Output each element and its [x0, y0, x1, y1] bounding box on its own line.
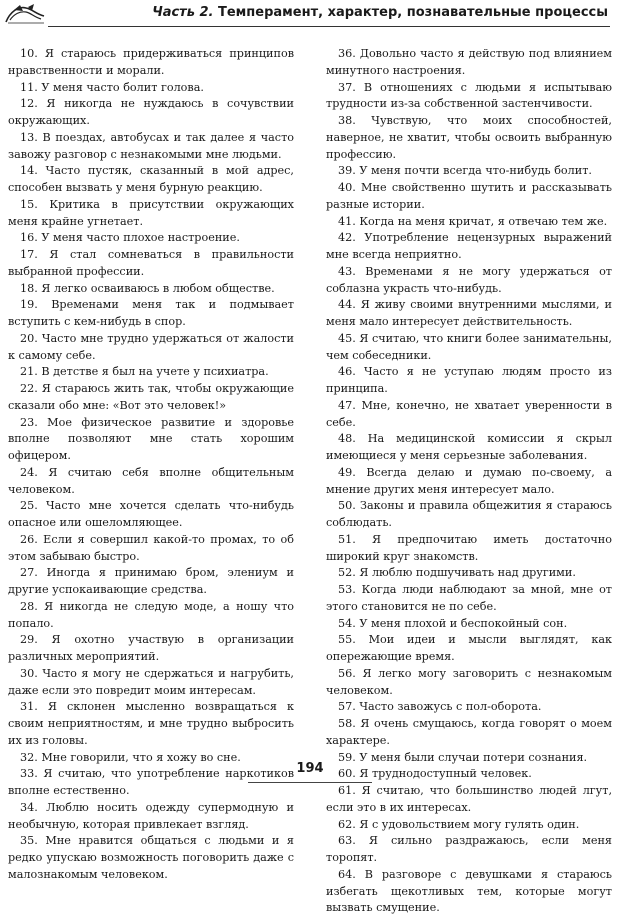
questionnaire-item: 50. Законы и правила общежития я стараюсь соблюдать. [326, 499, 612, 529]
left-column [8, 46, 294, 884]
questionnaire-item: 45. Я считаю, что книги более занимательны, чем собеседники. [326, 331, 612, 362]
questionnaire-item: 51. Я предпочитаю иметь достаточно широкий круг знакомств. [326, 532, 612, 563]
questionnaire-item: 33. Я считаю, что употребление наркотиков вполне естественно. [8, 767, 294, 797]
questionnaire-item: 16. У меня часто плохое настроение. [20, 231, 240, 245]
questionnaire-item: 14. Часто пустяк, сказанный в мой адрес, способен вызвать у меня бурную реакцию. [8, 164, 294, 194]
questionnaire-item: 27. Иногда я принимаю бром, элениум и другие успокаивающие средства. [8, 566, 294, 596]
title-text: Темперамент, характер, познавательные процессы [217, 5, 608, 20]
questionnaire-item: 17. Я стал сомневаться в правильности выбранной профессии. [8, 248, 294, 278]
questionnaire-item: 11. У меня часто болит голова. [20, 80, 204, 94]
questionnaire-item: 43. Временами я не могу удержаться от соблазна украсть что-нибудь. [326, 264, 612, 295]
questionnaire-item: 41. Когда на меня кричат, я отвечаю тем же. [338, 214, 608, 228]
questionnaire-item: 63. Я сильно раздражаюсь, если меня торопят. [326, 834, 612, 864]
questionnaire-item: 39. У меня почти всегда что-нибудь болит. [338, 164, 592, 178]
running-header [0, 0, 620, 34]
questionnaire-item: 62. Я с удовольствием могу гулять один. [338, 817, 580, 831]
chapter-title [50, 5, 608, 20]
questionnaire-item: 26. Если я совершил какой-то промах, то об этом забываю быстро. [8, 532, 294, 563]
questionnaire-item: 34. Люблю носить одежду супермодную и необычную, которая привлекает взгляд. [8, 800, 294, 831]
questionnaire-item: 40. Мне свойственно шутить и рассказывать разные истории. [326, 181, 612, 211]
questionnaire-item: 46. Часто я не уступаю людям просто из принципа. [326, 365, 612, 395]
questionnaire-item: 55. Мои идеи и мысли выглядят, как опережающие время. [326, 633, 612, 663]
questionnaire-item: 44. Я живу своими внутренними мыслями, и меня мало интересует действительность. [326, 298, 612, 328]
questionnaire-item: 59. У меня были случаи потери сознания. [338, 750, 588, 764]
right-column [326, 46, 612, 917]
questionnaire-item: 37. В отношениях с людьми я испытываю трудности из-за собственной застенчивости. [326, 80, 612, 111]
questionnaire-item: 10. Я стараюсь придерживаться принципов нравственности и морали. [8, 47, 294, 77]
part-label: Часть 2. [152, 5, 214, 20]
questionnaire-item: 54. У меня плохой и беспокойный сон. [338, 616, 568, 630]
questionnaire-item: 47. Мне, конечно, не хватает уверенности в себе. [326, 398, 612, 429]
questionnaire-item: 15. Критика в присутствии окружающих меня крайне угнетает. [8, 197, 294, 228]
questionnaire-item: 12. Я никогда не нуждаюсь в сочувствии окружающих. [8, 97, 294, 127]
questionnaire-item: 19. Временами меня так и подмывает вступить с кем-нибудь в спор. [8, 298, 294, 328]
questionnaire-item: 25. Часто мне хочется сделать что-нибудь опасное или ошеломляющее. [8, 499, 294, 529]
questionnaire-item: 57. Часто завожусь с пол-оборота. [338, 700, 542, 714]
questionnaire-item: 49. Всегда делаю и думаю по-своему, а мнение других меня интересует мало. [326, 465, 612, 496]
questionnaire-item: 64. В разговоре с девушками я стараюсь избегать щекотливых тем, которые могут вызвать смущение. [326, 867, 612, 915]
header-divider [48, 26, 610, 27]
questionnaire-item: 38. Чувствую, что моих способностей, наверное, не хватит, чтобы освоить выбранную профессию. [326, 114, 612, 161]
questionnaire-item: 28. Я никогда не следую моде, а ношу что попало. [8, 599, 294, 630]
questionnaire-item: 23. Мое физическое развитие и здоровье вполне позволяют мне стать хорошим офицером. [8, 415, 294, 462]
questionnaire-item: 29. Я охотно участвую в организации различных мероприятий. [8, 633, 294, 663]
questionnaire-item: 58. Я очень смущаюсь, когда говорят о моем характере. [326, 717, 612, 747]
questionnaire-item: 61. Я считаю, что большинство людей лгут, если это в их интересах. [326, 784, 612, 814]
page-number: 194 [296, 761, 324, 776]
questionnaire-item: 31. Я склонен мысленно возвращаться к своим неприятностям, и мне трудно выбросить их из головы. [8, 700, 294, 747]
questionnaire-item: 52. Я люблю подшучивать над другими. [338, 566, 576, 580]
questionnaire-item: 30. Часто я могу не сдержаться и нагрубить, даже если это повредит моим интересам. [8, 666, 294, 697]
questionnaire-item: 42. Употребление нецензурных выражений мне всегда неприятно. [326, 231, 612, 261]
publisher-logo-icon [4, 2, 46, 24]
questionnaire-item: 56. Я легко могу заговорить с незнакомым человеком. [326, 666, 612, 697]
questionnaire-item: 53. Когда люди наблюдают за мной, мне от этого становится не по себе. [326, 583, 612, 613]
questionnaire-item: 13. В поездах, автобусах и так далее я часто завожу разговор с незнакомыми мне людьми. [8, 130, 294, 161]
footer-divider [248, 782, 372, 783]
questionnaire-item: 22. Я стараюсь жить так, чтобы окружающие сказали обо мне: «Вот это человек!» [8, 382, 294, 412]
questionnaire-item: 36. Довольно часто я действую под влиянием минутного настроения. [326, 47, 612, 77]
questionnaire-item: 60. Я труднодоступный человек. [338, 767, 532, 781]
questionnaire-item: 18. Я легко осваиваюсь в любом обществе. [20, 281, 275, 295]
questionnaire-item: 21. В детстве я был на учете у психиатра. [20, 365, 269, 379]
questionnaire-item: 20. Часто мне трудно удержаться от жалости к самому себе. [8, 331, 294, 362]
questionnaire-item: 35. Мне нравится общаться с людьми и я редко упускаю возможность поговорить даже с малознакомым человеком. [8, 834, 294, 881]
questionnaire-item: 24. Я считаю себя вполне общительным человеком. [8, 465, 294, 496]
questionnaire-item: 48. На медицинской комиссии я скрыл имеющиеся у меня серьезные заболевания. [326, 432, 612, 462]
questionnaire-item: 32. Мне говорили, что я хожу во сне. [20, 750, 241, 764]
